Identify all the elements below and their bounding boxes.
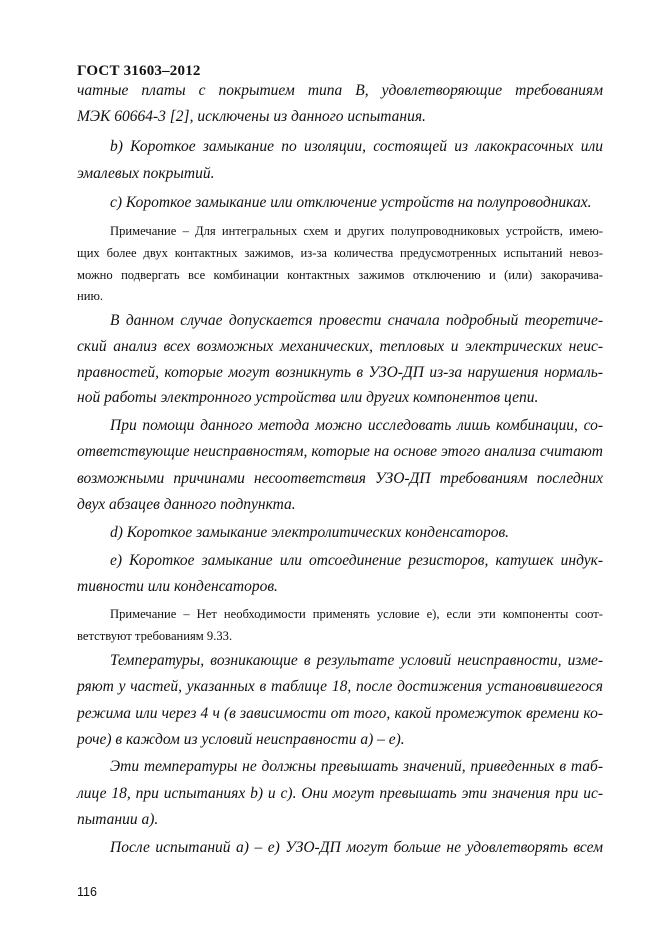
text-line: тивности или конденсаторов. <box>77 578 278 595</box>
text-line: В данном случае допускается провести сначала подробный теоретиче- <box>110 312 603 329</box>
text-line: ский анализ всех возможных механических, тепловых и электрических неис- <box>77 338 603 355</box>
note-line: ветствуют требованиям 9.33. <box>77 629 233 643</box>
text-line: ной работы электронного устройства или других компонентов цепи. <box>77 389 539 406</box>
text-line: ответствующие неисправностям, которые на основе этого анализа считают <box>77 443 603 460</box>
text-line: b) Короткое замыкание по изоляции, состоящей из лакокрасочных или <box>110 138 603 155</box>
note-line: Примечание – Нет необходимости применять условие e), если эти компоненты соот- <box>110 607 603 621</box>
text-line: режима или через 4 ч (в зависимости от того, какой промежуток времени ко- <box>77 705 603 722</box>
text-line: d) Короткое замыкание электролитических конденсаторов. <box>110 524 510 541</box>
text-line: правностей, которые могут возникнуть в УЗО-ДП из-за нарушения нормаль- <box>77 364 603 381</box>
note-line: Примечание – Для интегральных схем и других полупроводниковых устройств, имею- <box>110 224 603 238</box>
text-line: ряют у частей, указанных в таблице 18, после достижения установившегося <box>77 678 603 695</box>
text-line: Температуры, возникающие в результате условий неисправности, изме- <box>110 652 603 669</box>
text-line: двух абзацев данного подпункта. <box>77 496 296 513</box>
page-number: 116 <box>77 885 97 899</box>
text-line: роче) в каждом из условий неисправности a) – e). <box>77 731 405 748</box>
text-line: e) Короткое замыкание или отсоединение резисторов, катушек индук- <box>110 552 603 569</box>
text-line: При помощи данного метода можно исследовать лишь комбинации, со- <box>110 417 603 434</box>
text-line: Эти температуры не должны превышать значений, приведенных в таб- <box>110 758 603 775</box>
text-line: лице 18, при испытаниях b) и c). Они могут превышать эти значения при ис- <box>77 785 603 802</box>
text-line: После испытаний a) – e) УЗО-ДП могут больше не удовлетворять всем <box>110 839 603 856</box>
text-line: возможными причинами несоответствия УЗО-ДП требованиям последних <box>77 470 603 487</box>
text-line: пытании a). <box>77 811 159 828</box>
document-header: ГОСТ 31603–2012 <box>77 63 201 79</box>
note-line: нию. <box>77 289 104 303</box>
text-line: чатные платы с покрытием типа В, удовлетворяющие требованиям <box>77 82 603 99</box>
note-line: щих более двух контактных зажимов, из-за количества предусмотренных испытаний невоз- <box>77 246 603 260</box>
text-line: эмалевых покрытий. <box>77 165 215 182</box>
text-line: c) Короткое замыкание или отключение устройств на полупроводниках. <box>110 194 592 211</box>
text-line: МЭК 60664-3 [2], исключены из данного испытания. <box>77 108 426 125</box>
note-line: можно подвергать все комбинации контактных зажимов отключению и (или) закорачива- <box>77 268 603 282</box>
